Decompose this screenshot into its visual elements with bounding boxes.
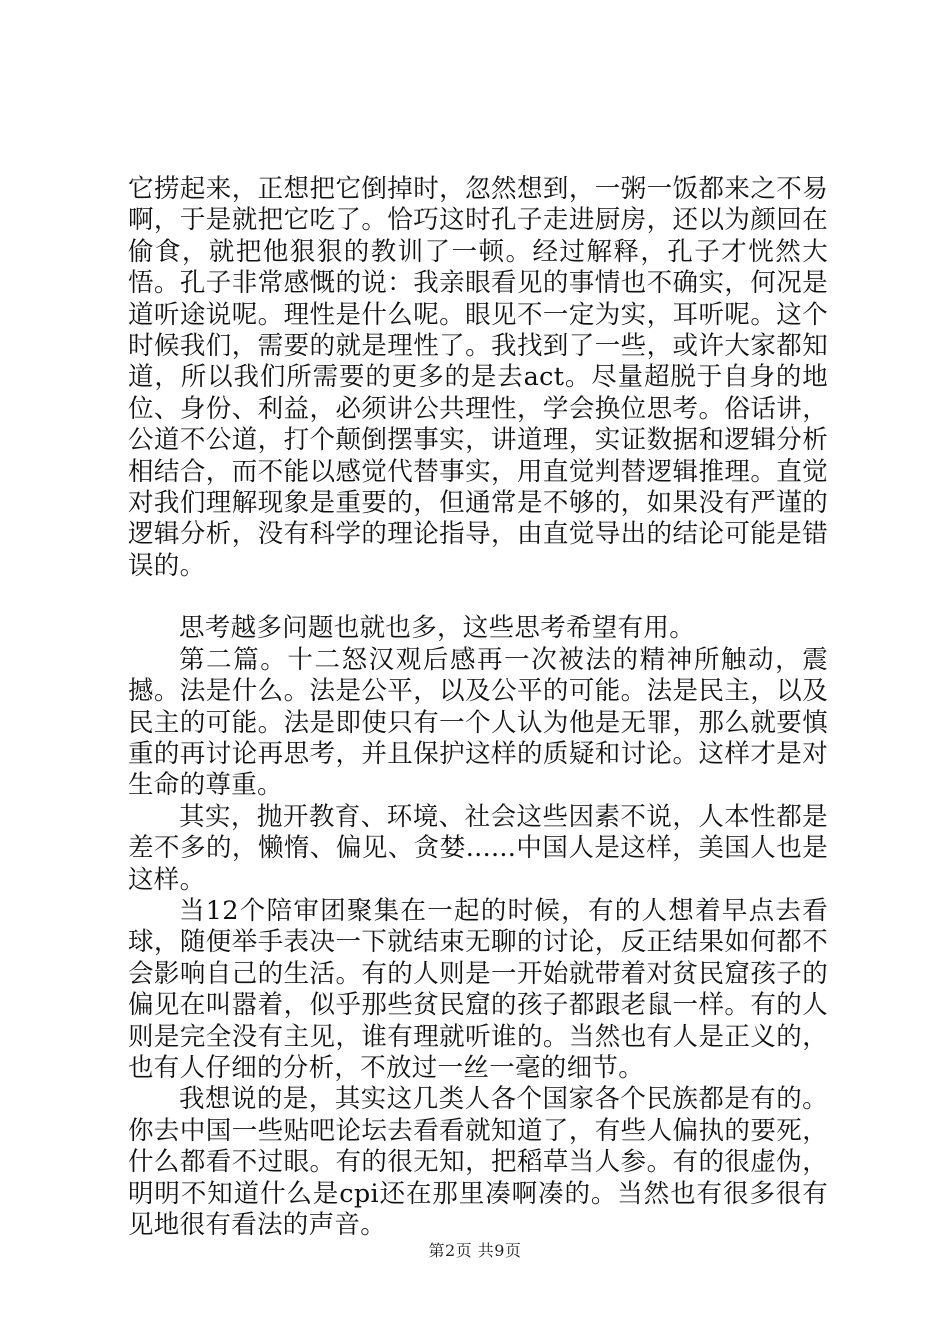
paragraph-3: 第二篇。十二怒汉观后感再一次被法的精神所触动，震撼。法是什么。法是公平，以及公平的可能。法是民主，以及民主的可能。法是即使只有一个人认为他是无罪，那么就要慎重的再讨论再思考，并且保护这样的质疑和讨论。这样才是对生命的尊重。 (128, 644, 828, 801)
paragraph-1: 它捞起来，正想把它倒掉时，忽然想到，一粥一饭都来之不易啊，于是就把它吃了。恰巧这时孔子走进厨房，还以为颜回在偷食，就把他狠狠的教训了一顿。经过解释，孔子才恍然大悟。孔子非常感慨的说：我亲眼看见的事情也不确实，何况是道听途说呢。理性是什么呢。眼见不一定为实，耳听呢。这个时候我们，需要的就是理性了。我找到了一些，或许大家都知道，所以我们所需要的更多的是去act。尽量超脱于自身的地位、身份、利益，必须讲公共理性，学会换位思考。俗话讲，公道不公道，打个颠倒摆事实，讲道理，实证数据和逻辑分析相结合，而不能以感觉代替事实，用直觉判替逻辑推理。直觉对我们理解现象是重要的，但通常是不够的，如果没有严谨的逻辑分析，没有科学的理论指导，由直觉导出的结论可能是错误的。 (128, 174, 828, 581)
paragraph-5: 当12个陪审团聚集在一起的时候，有的人想着早点去看球，随便举手表决一下就结束无聊的讨论，反正结果如何都不会影响自己的生活。有的人则是一开始就带着对贫民窟孩子的偏见在叫嚣着，似乎那些贫民窟的孩子都跟老鼠一样。有的人则是完全没有主见，谁有理就听谁的。当然也有人是正义的，也有人仔细的分析，不放过一丝一毫的细节。 (128, 895, 828, 1083)
paragraph-4: 其实，抛开教育、环境、社会这些因素不说，人本性都是差不多的，懒惰、偏见、贪婪......中国人是这样，美国人也是这样。 (128, 801, 828, 895)
document-body (128, 174, 828, 1241)
page-number-footer: 第2页 共9页 (428, 1241, 522, 1260)
paragraph-2: 思考越多问题也就也多，这些思考希望有用。 (179, 613, 696, 644)
paragraph-6: 我想说的是，其实这几类人各个国家各个民族都是有的。你去中国一些贴吧论坛去看看就知道了，有些人偏执的要死，什么都看不过眼。有的很无知，把稻草当人参。有的很虚伪，明明不知道什么是cpi还在那里凑啊凑的。当然也有很多很有见地很有看法的声音。 (128, 1084, 828, 1240)
